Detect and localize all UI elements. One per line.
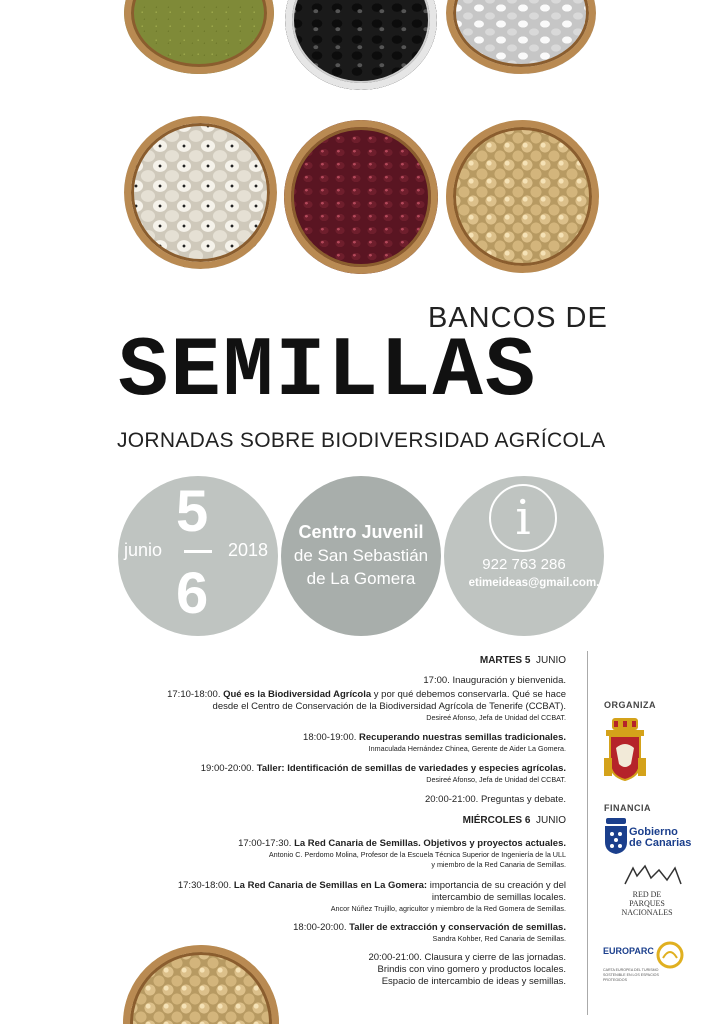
contact-circle <box>444 476 604 636</box>
subtitle: JORNADAS SOBRE BIODIVERSIDAD AGRÍCOLA <box>117 429 606 452</box>
black-bean-bowl <box>285 0 437 90</box>
financia-label: FINANCIA <box>604 803 651 813</box>
venue-circle <box>281 476 441 636</box>
red-line2: PARQUES NACIONALES <box>621 899 673 917</box>
event-7: 17:30-18:00. La Red Canaria de Semillas en La Gomera: importancia de su creación y del intercambio de semillas locales. Ancor Núñez Trujillo, agricultor y miembro de la Red Gomera de Semillas. <box>177 880 566 913</box>
venue-line1: Centro Juvenil <box>298 522 424 542</box>
venue-line3: de La Gomera <box>306 569 416 588</box>
day-end: 6 <box>176 561 209 626</box>
event-8: 18:00-20:00. Taller de extracción y conservación de semillas. Sandra Kohber, Red Canaria de Semillas. <box>293 922 566 943</box>
date-circle <box>118 476 278 636</box>
red-line1: RED DE <box>632 890 662 899</box>
day2-header: MIÉRCOLES 6 JUNIO <box>462 815 566 826</box>
red-parques-logo <box>603 864 691 917</box>
event-4-speaker: Desireé Afonso, Jefa de Unidad del CCBAT. <box>426 775 566 784</box>
white-bean-bowl <box>446 0 596 74</box>
europarc-tagline: CARTA EUROPEA DEL TURISMO SOSTENIBLE EN LOS ESPACIOS PROTEGIDOS <box>603 968 659 982</box>
chickpea-bowl <box>446 120 599 273</box>
europarc-name: EUROPARC <box>603 946 654 956</box>
title-line1: BANCOS DE <box>428 302 608 334</box>
month: junio <box>124 540 163 560</box>
email-address[interactable]: etimeideas@gmail.com. <box>468 577 600 589</box>
event-4: 19:00-20:00. Taller: Identificación de semillas de variedades y especies agrícolas. Desireé Afonso, Jefa de Unidad del CCBAT. <box>100 763 566 785</box>
cabildo-shield-logo <box>604 718 646 784</box>
divider <box>587 651 588 1015</box>
mung-bean-bowl <box>124 0 274 74</box>
organiza-label: ORGANIZA <box>604 700 656 710</box>
red-bean-bowl <box>284 120 438 274</box>
europarc-logo <box>603 940 691 990</box>
event-1: 17:00. Inauguración y bienvenida. <box>423 675 566 686</box>
phone-number: 922 763 286 <box>482 556 566 573</box>
event-2: 17:10-18:00. Qué es la Biodiversidad Agrícola y por qué debemos conservarla. Qué se hace desde el Centro de Conservación de la Biodiversidad Agrícola de Tenerife (CCBAT). Desireé Afonso, Jefa de Unidad del CCBAT. <box>100 689 566 723</box>
date-separator <box>184 550 212 553</box>
event-9: 20:00-21:00. Clausura y cierre de las jornadas. Brindis con vino gomero y productos locales. Espacio de intercambio de ideas y semillas. <box>368 952 566 987</box>
event-3-speaker: Inmaculada Hernández Chinea, Gerente de Aider La Gomera. <box>368 744 566 753</box>
year: 2018 <box>228 540 269 560</box>
black-eyed-pea-bowl <box>124 116 277 269</box>
event-2-speaker: Desireé Afonso, Jefa de Unidad del CCBAT. <box>426 713 566 722</box>
event-3: 18:00-19:00. Recuperando nuestras semillas tradicionales. Inmaculada Hernández Chinea, Gerente de Aider La Gomera. <box>100 732 566 754</box>
info-icon: i <box>489 484 557 552</box>
gobierno-line2: de Canarias <box>629 837 692 849</box>
gobierno-canarias-logo <box>603 818 693 856</box>
event-6: 17:00-17:30. La Red Canaria de Semillas. Objetivos y proyectos actuales. Antonio C. Perdomo Molina, Profesor de la Escuela Técnica Superior de Ingeniería de la ULL y miembro de la Red Canaria de Semillas. <box>238 838 566 869</box>
day1-header: MARTES 5 JUNIO <box>479 655 566 666</box>
gobierno-line1: Gobierno <box>629 826 678 838</box>
day-start: 5 <box>176 479 209 544</box>
title-main: SEMILLAS <box>118 325 538 420</box>
event-5: 20:00-21:00. Preguntas y debate. <box>424 794 566 805</box>
venue-line2: de San Sebastián <box>293 546 429 565</box>
